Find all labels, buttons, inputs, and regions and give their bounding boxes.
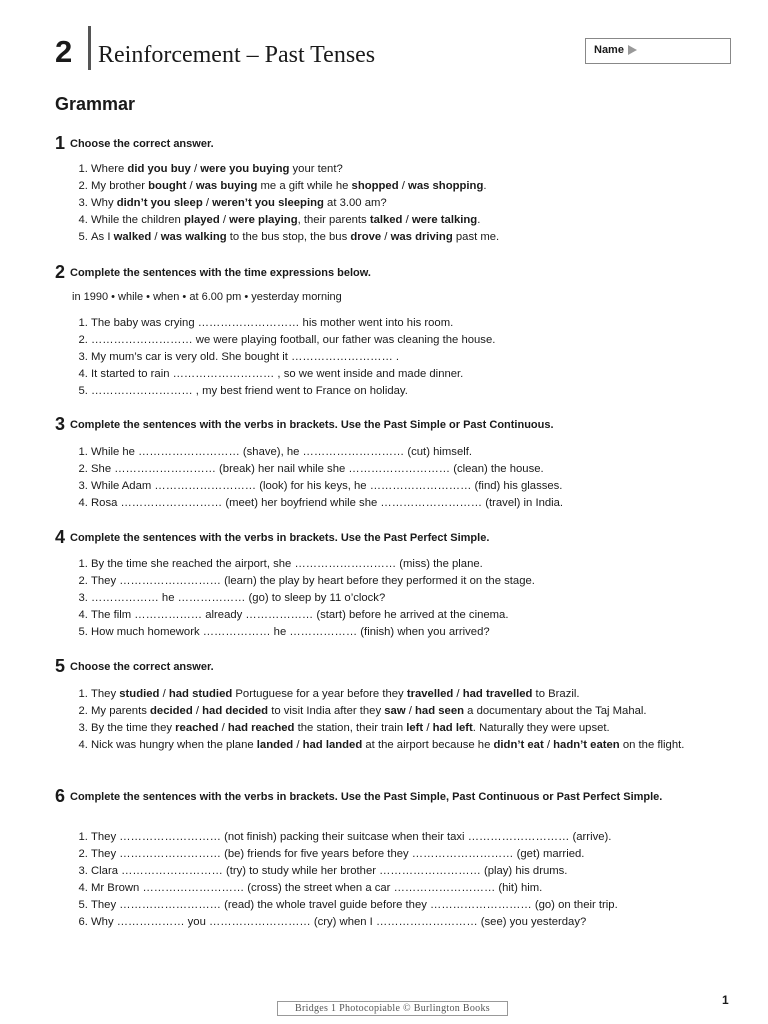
item-text: /	[159, 688, 169, 700]
exercise-item	[91, 686, 731, 703]
answer-option: had seen	[415, 705, 465, 717]
exercise-number: 5	[55, 656, 66, 676]
item-text: /	[186, 180, 196, 192]
exercise-item	[91, 178, 731, 195]
exercise-item	[91, 229, 731, 246]
exercise-4-heading	[55, 528, 715, 546]
item-text: The baby was crying ……………………… his mother went into his room.	[91, 317, 454, 329]
answer-option: was shopping	[408, 180, 484, 192]
exercise-item	[91, 829, 731, 846]
exercise-item	[91, 349, 731, 366]
exercise-1-list	[72, 161, 731, 246]
answer-option: travelled	[406, 688, 454, 700]
item-text: /	[405, 705, 416, 717]
exercise-item	[91, 880, 731, 897]
item-text: They ……………………… (not finish) packing their suitcase when their taxi ……………………… (arrive).	[91, 831, 612, 843]
answer-option: had decided	[202, 705, 269, 717]
answer-option: bought	[148, 180, 187, 192]
item-text: .	[477, 214, 481, 226]
answer-option: studied	[119, 688, 160, 700]
answer-option: talked	[369, 214, 403, 226]
item-text: /	[453, 688, 463, 700]
item-text: By the time she reached the airport, she ……………………… (miss) the plane.	[91, 558, 483, 570]
unit-number: 2	[55, 34, 73, 69]
exercise-6-list	[72, 829, 731, 931]
item-text: Nick was hungry when the plane	[91, 739, 257, 751]
exercise-2-list	[72, 315, 731, 400]
answer-option: shopped	[351, 180, 399, 192]
exercise-instruction: Complete the sentences with the verbs in brackets. Use the Past Perfect Simple.	[70, 532, 490, 544]
answer-option: had travelled	[462, 688, 533, 700]
answer-option: didn’t you sleep	[116, 197, 203, 209]
answer-option: played	[183, 214, 220, 226]
item-text: /	[219, 214, 230, 226]
answer-option: hadn’t eaten	[553, 739, 620, 751]
exercise-number: 3	[55, 414, 66, 434]
exercise-number: 2	[55, 262, 66, 282]
exercise-instruction: Choose the correct answer.	[70, 138, 214, 150]
exercise-item	[91, 863, 731, 880]
answer-option: were you buying	[200, 163, 290, 175]
item-text: on the flight.	[619, 739, 685, 751]
item-text: ……………………… we were playing football, our father was cleaning the house.	[91, 334, 496, 346]
answer-option: drove	[350, 231, 382, 243]
exercise-item	[91, 461, 731, 478]
item-text: While he ……………………… (shave), he ……………………… (cut) himself.	[91, 446, 473, 458]
exercise-3-heading	[55, 415, 715, 433]
answer-option: saw	[384, 705, 406, 717]
exercise-item	[91, 703, 731, 720]
answer-option: left	[406, 722, 424, 734]
item-text: My parents	[91, 705, 151, 717]
exercise-item	[91, 573, 731, 590]
exercise-item	[91, 914, 731, 931]
exercise-item	[91, 556, 731, 573]
item-text: /	[190, 163, 201, 175]
answer-option: was buying	[195, 180, 258, 192]
exercise-instruction: Complete the sentences with the verbs in brackets. Use the Past Simple, Past Continuous or Past Perfect Simple.	[70, 791, 663, 803]
item-text: /	[381, 231, 391, 243]
item-text: It started to rain ……………………… , so we went inside and made dinner.	[91, 368, 464, 380]
item-text: past me.	[452, 231, 500, 243]
item-text: /	[543, 739, 554, 751]
item-text: at 3.00 am?	[323, 197, 387, 209]
item-text: to visit India after they	[268, 705, 385, 717]
item-text: /	[423, 722, 433, 734]
exercise-item	[91, 212, 731, 229]
item-text: They ……………………… (read) the whole travel guide before they ……………………… (go) on their trip.	[91, 899, 618, 911]
item-text: /	[218, 722, 228, 734]
item-text: By the time they	[91, 722, 176, 734]
item-text: They ……………………… (be) friends for five years before they ……………………… (get) married.	[91, 848, 585, 860]
answer-option: had reached	[227, 722, 295, 734]
item-text: to the bus stop, the bus	[226, 231, 351, 243]
exercise-6-heading	[55, 787, 715, 805]
page-number: 1	[722, 993, 729, 1007]
answer-option: had left	[432, 722, 473, 734]
answer-option: landed	[256, 739, 294, 751]
exercise-item	[91, 332, 731, 349]
exercise-number: 6	[55, 786, 66, 806]
answer-option: were talking	[411, 214, 478, 226]
answer-option: walked	[113, 231, 152, 243]
item-text: at the airport because he	[362, 739, 494, 751]
item-text: /	[402, 214, 412, 226]
exercise-2-heading	[55, 263, 715, 281]
item-text: They	[91, 688, 120, 700]
item-text: the station, their train	[294, 722, 407, 734]
exercise-number: 1	[55, 133, 66, 153]
item-text: /	[151, 231, 161, 243]
exercise-item	[91, 444, 731, 461]
item-text: How much homework ……………… he ……………… (finish) when you arrived?	[91, 626, 490, 638]
exercise-item	[91, 383, 731, 400]
exercise-item	[91, 720, 731, 737]
item-text: , their parents	[297, 214, 370, 226]
exercise-item	[91, 846, 731, 863]
answer-option: was driving	[390, 231, 453, 243]
item-text: My mum’s car is very old. She bought it ……………………… .	[91, 351, 400, 363]
item-text: your tent?	[289, 163, 343, 175]
answer-option: decided	[150, 705, 193, 717]
item-text: .	[483, 180, 487, 192]
answer-option: didn’t eat	[493, 739, 544, 751]
arrow-right-icon	[628, 45, 637, 55]
exercise-item	[91, 897, 731, 914]
exercise-item	[91, 495, 731, 512]
item-text: Mr Brown ……………………… (cross) the street when a car ……………………… (hit) him.	[91, 882, 543, 894]
item-text: Portuguese for a year before they	[232, 688, 407, 700]
item-text: . Naturally they were upset.	[472, 722, 610, 734]
name-field[interactable]	[585, 38, 731, 64]
item-text: /	[398, 180, 409, 192]
item-text: Why ……………… you ……………………… (cry) when I ……………………… (see) you yesterday?	[91, 916, 587, 928]
time-expressions-box: in 1990 • while • when • at 6.00 pm • yesterday morning	[72, 291, 342, 303]
exercise-instruction: Choose the correct answer.	[70, 661, 214, 673]
exercise-3-list	[72, 444, 731, 512]
exercise-1-heading	[55, 134, 715, 152]
item-text: While the children	[91, 214, 184, 226]
item-text: As I	[91, 231, 114, 243]
item-text: The film ……………… already ……………… (start) before he arrived at the cinema.	[91, 609, 509, 621]
exercise-item	[91, 195, 731, 212]
item-text: She ……………………… (break) her nail while she ……………………… (clean) the house.	[91, 463, 544, 475]
exercise-item	[91, 478, 731, 495]
exercise-4-list	[72, 556, 731, 641]
exercise-item	[91, 737, 731, 754]
exercise-item	[91, 607, 731, 624]
item-text: Why	[91, 197, 117, 209]
item-text: /	[293, 739, 303, 751]
item-text: ……………………… , my best friend went to France on holiday.	[91, 385, 408, 397]
exercise-item	[91, 624, 731, 641]
exercise-number: 4	[55, 527, 66, 547]
exercise-instruction: Complete the sentences with the verbs in brackets. Use the Past Simple or Past Continuous.	[70, 419, 554, 431]
item-text: /	[192, 705, 203, 717]
page-header	[55, 26, 735, 70]
exercise-5-list	[72, 686, 731, 754]
exercise-item	[91, 161, 731, 178]
item-text: ……………… he ……………… (go) to sleep by 11 o’clock?	[91, 592, 386, 604]
answer-option: did you buy	[127, 163, 191, 175]
answer-option: had studied	[168, 688, 233, 700]
item-text: They ……………………… (learn) the play by heart before they performed it on the stage.	[91, 575, 535, 587]
footer-copyright: Bridges 1 Photocopiable © Burlington Books	[277, 1001, 508, 1016]
item-text: a documentary about the Taj Mahal.	[464, 705, 647, 717]
answer-option: was walking	[160, 231, 227, 243]
exercise-5-heading	[55, 657, 715, 675]
exercise-item	[91, 315, 731, 332]
item-text: me a gift while he	[257, 180, 352, 192]
item-text: to Brazil.	[532, 688, 580, 700]
answer-option: were playing	[229, 214, 298, 226]
item-text: Clara ……………………… (try) to study while her brother ……………………… (play) his drums.	[91, 865, 568, 877]
header-divider	[88, 26, 91, 70]
exercise-item	[91, 590, 731, 607]
exercise-item	[91, 366, 731, 383]
answer-option: had landed	[302, 739, 363, 751]
answer-option: reached	[175, 722, 219, 734]
item-text: Where	[91, 163, 128, 175]
item-text: Rosa ……………………… (meet) her boyfriend while she ……………………… (travel) in India.	[91, 497, 564, 509]
exercise-instruction: Complete the sentences with the time expressions below.	[70, 267, 371, 279]
item-text: My brother	[91, 180, 149, 192]
item-text: /	[202, 197, 213, 209]
section-title: Grammar	[55, 94, 136, 114]
item-text: While Adam ……………………… (look) for his keys, he ……………………… (find) his glasses.	[91, 480, 563, 492]
name-label: Name	[594, 44, 624, 56]
page-title: Reinforcement – Past Tenses	[98, 42, 376, 68]
answer-option: weren’t you sleeping	[212, 197, 324, 209]
